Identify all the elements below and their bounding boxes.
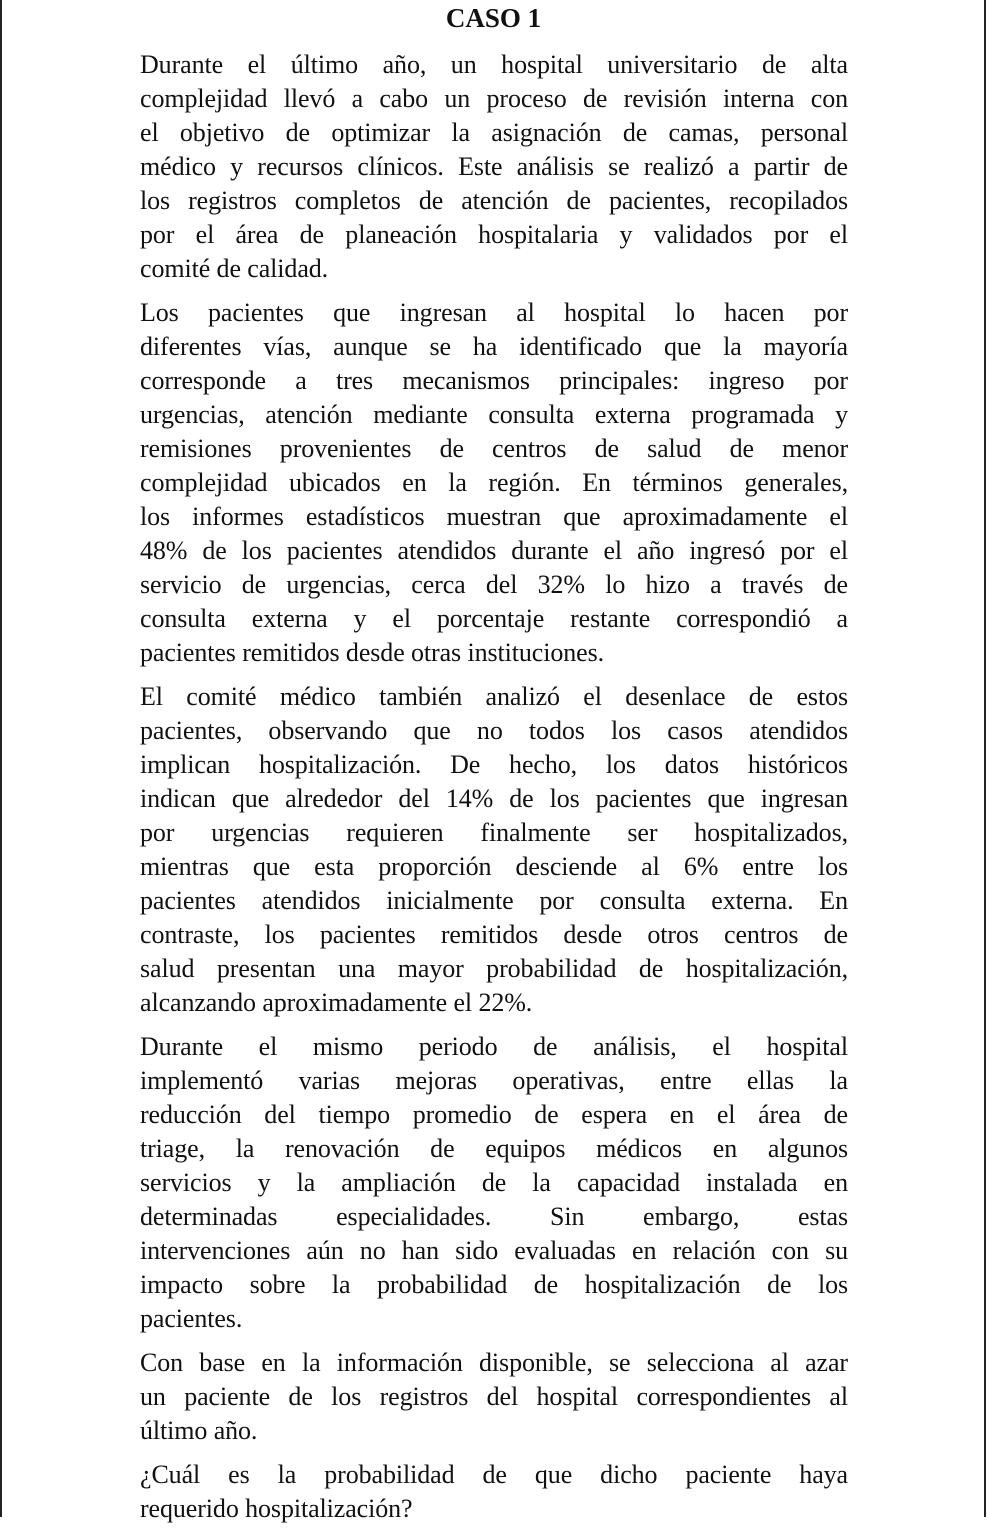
text-line: complejidad ubicados en la región. En términos generales,	[140, 468, 848, 497]
text-line: intervenciones aún no han sido evaluadas en relación con su	[140, 1236, 848, 1265]
text-line: mientras que esta proporción desciende al 6% entre los	[140, 852, 848, 881]
text-line: pacientes remitidos desde otras instituciones.	[140, 638, 605, 667]
paragraph-2	[140, 296, 848, 670]
text-line: complejidad llevó a cabo un proceso de revisión interna con	[140, 84, 848, 113]
text-line: Con base en la información disponible, se selecciona al azar	[140, 1348, 848, 1377]
text-line: implementó varias mejoras operativas, entre ellas la	[140, 1066, 848, 1095]
text-line: pacientes, observando que no todos los casos atendidos	[140, 716, 848, 745]
paragraph-4	[140, 1030, 848, 1336]
text-line: servicio de urgencias, cerca del 32% lo hizo a través de	[140, 570, 848, 599]
text-line: determinadas especialidades. Sin embargo, estas	[140, 1202, 848, 1231]
text-line: El comité médico también analizó el desenlace de estos	[140, 682, 848, 711]
text-line: implican hospitalización. De hecho, los datos históricos	[140, 750, 848, 779]
paragraph-3	[140, 680, 848, 1020]
text-line: un paciente de los registros del hospital correspondientes al	[140, 1382, 848, 1411]
right-border	[984, 0, 986, 1517]
text-line: los informes estadísticos muestran que aproximadamente el	[140, 502, 848, 531]
text-line: 48% de los pacientes atendidos durante el año ingresó por el	[140, 536, 848, 565]
paragraph-1	[140, 48, 848, 286]
text-line: Durante el mismo periodo de análisis, el hospital	[140, 1032, 848, 1061]
paragraph-5	[140, 1346, 848, 1448]
text-line: indican que alrededor del 14% de los pacientes que ingresan	[140, 784, 848, 813]
text-line: pacientes.	[140, 1304, 243, 1333]
text-line: por el área de planeación hospitalaria y validados por el	[140, 220, 848, 249]
text-line: los registros completos de atención de pacientes, recopilados	[140, 186, 848, 215]
text-line: último año.	[140, 1416, 258, 1445]
text-line: ¿Cuál es la probabilidad de que dicho paciente haya	[140, 1460, 848, 1489]
text-line: impacto sobre la probabilidad de hospitalización de los	[140, 1270, 848, 1299]
text-line: corresponde a tres mecanismos principales: ingreso por	[140, 366, 848, 395]
text-line: reducción del tiempo promedio de espera en el área de	[140, 1100, 848, 1129]
text-line: Durante el último año, un hospital universitario de alta	[140, 50, 848, 79]
text-line: alcanzando aproximadamente el 22%.	[140, 988, 533, 1017]
text-line: contraste, los pacientes remitidos desde otros centros de	[140, 920, 848, 949]
text-line: diferentes vías, aunque se ha identificado que la mayoría	[140, 332, 848, 361]
text-line: salud presentan una mayor probabilidad de hospitalización,	[140, 954, 848, 983]
text-line: pacientes atendidos inicialmente por consulta externa. En	[140, 886, 848, 915]
text-line: médico y recursos clínicos. Este análisis se realizó a partir de	[140, 152, 848, 181]
text-line: urgencias, atención mediante consulta externa programada y	[140, 400, 848, 429]
text-line: el objetivo de optimizar la asignación de camas, personal	[140, 118, 848, 147]
text-line: triage, la renovación de equipos médicos en algunos	[140, 1134, 848, 1163]
case-title: CASO 1	[445, 3, 542, 33]
text-line: comité de calidad.	[140, 254, 329, 283]
text-line: Los pacientes que ingresan al hospital lo hacen por	[140, 298, 848, 327]
case-body	[140, 48, 848, 1536]
paragraph-6	[140, 1458, 848, 1526]
left-border	[0, 0, 2, 1517]
text-line: por urgencias requieren finalmente ser hospitalizados,	[140, 818, 848, 847]
text-line: requerido hospitalización?	[140, 1494, 413, 1523]
text-line: servicios y la ampliación de la capacidad instalada en	[140, 1168, 848, 1197]
text-line: consulta externa y el porcentaje restante correspondió a	[140, 604, 848, 633]
text-line: remisiones provenientes de centros de salud de menor	[140, 434, 848, 463]
